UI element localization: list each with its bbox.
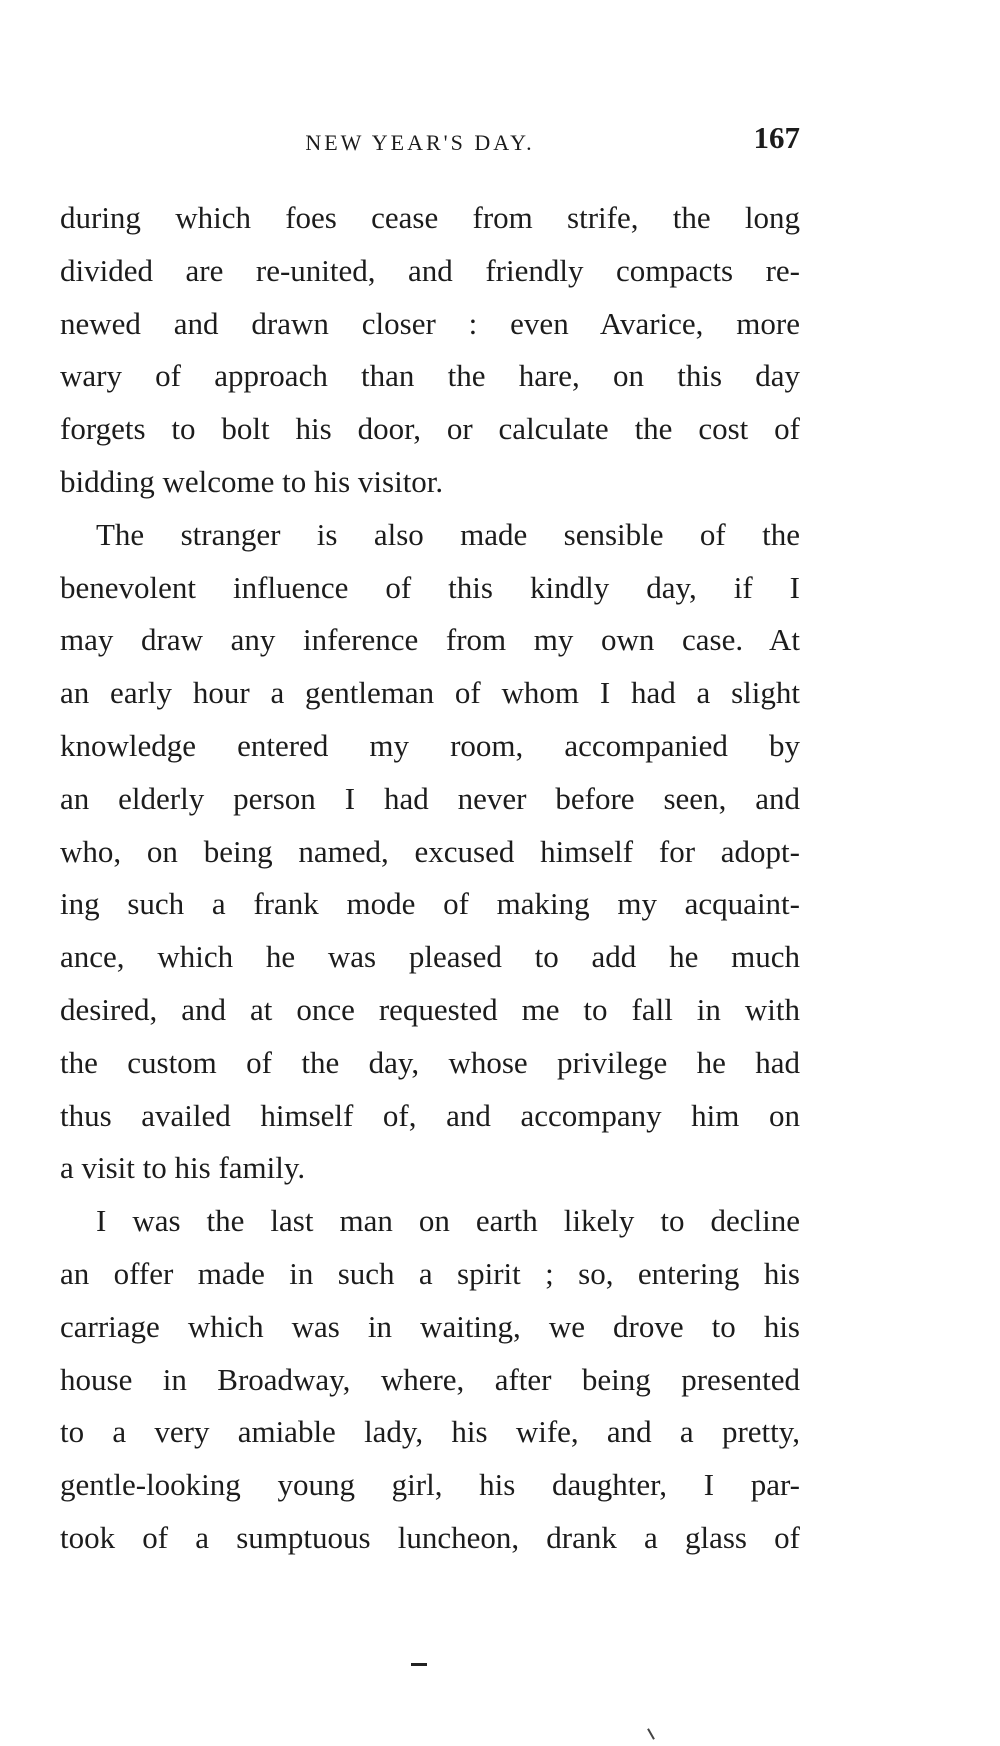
paragraph-3 [60,1195,800,1565]
page-header [60,120,800,170]
text-line: wary of approach than the hare, on this day [60,358,800,394]
text-line: desired, and at once requested me to fall in with [60,991,800,1027]
text-line: The stranger is also made sensible of the [96,516,800,552]
text-line: an early hour a gentleman of whom I had a slight [60,675,800,711]
text-line: knowledge entered my room, accompanied by [60,727,800,763]
page-number: 167 [753,120,800,155]
text-line: to a very amiable lady, his wife, and a pretty, [60,1414,800,1450]
text-line: gentle-looking young girl, his daughter, I par- [60,1467,800,1503]
text-line: a visit to his family. [60,1150,306,1186]
text-line: forgets to bolt his door, or calculate the cost of [60,411,800,447]
text-line: newed and drawn closer : even Avarice, more [60,305,800,341]
text-line: an elderly person I had never before seen, and [60,780,800,816]
text-line: an offer made in such a spirit ; so, entering his [60,1255,800,1291]
text-line: took of a sumptuous luncheon, drank a glass of [60,1519,800,1555]
text-line: carriage which was in waiting, we drove to his [60,1308,800,1344]
print-mark-tick [647,1728,655,1739]
text-line: divided are re-united, and friendly compacts re- [60,252,800,288]
text-line: ing such a frank mode of making my acquaint- [60,886,800,922]
text-line: during which foes cease from strife, the long [60,200,800,235]
text-line: bidding welcome to his visitor. [60,463,444,499]
text-line: house in Broadway, where, after being presented [60,1361,800,1397]
text-line: the custom of the day, whose privilege he had [60,1044,800,1080]
text-line: thus availed himself of, and accompany him on [60,1097,800,1133]
text-line: may draw any inference from my own case. At [60,622,800,658]
paragraph-2 [60,509,800,1195]
paragraph-1 [60,192,800,509]
text-line: ance, which he was pleased to add he much [60,939,800,975]
running-title: NEW YEAR'S DAY. [305,130,535,155]
text-line: who, on being named, excused himself for adopt- [60,833,800,869]
print-mark-dash [411,1663,427,1666]
text-line: benevolent influence of this kindly day, if I [60,569,800,605]
body-text [60,192,800,1565]
text-line: I was the last man on earth likely to decline [96,1203,800,1239]
